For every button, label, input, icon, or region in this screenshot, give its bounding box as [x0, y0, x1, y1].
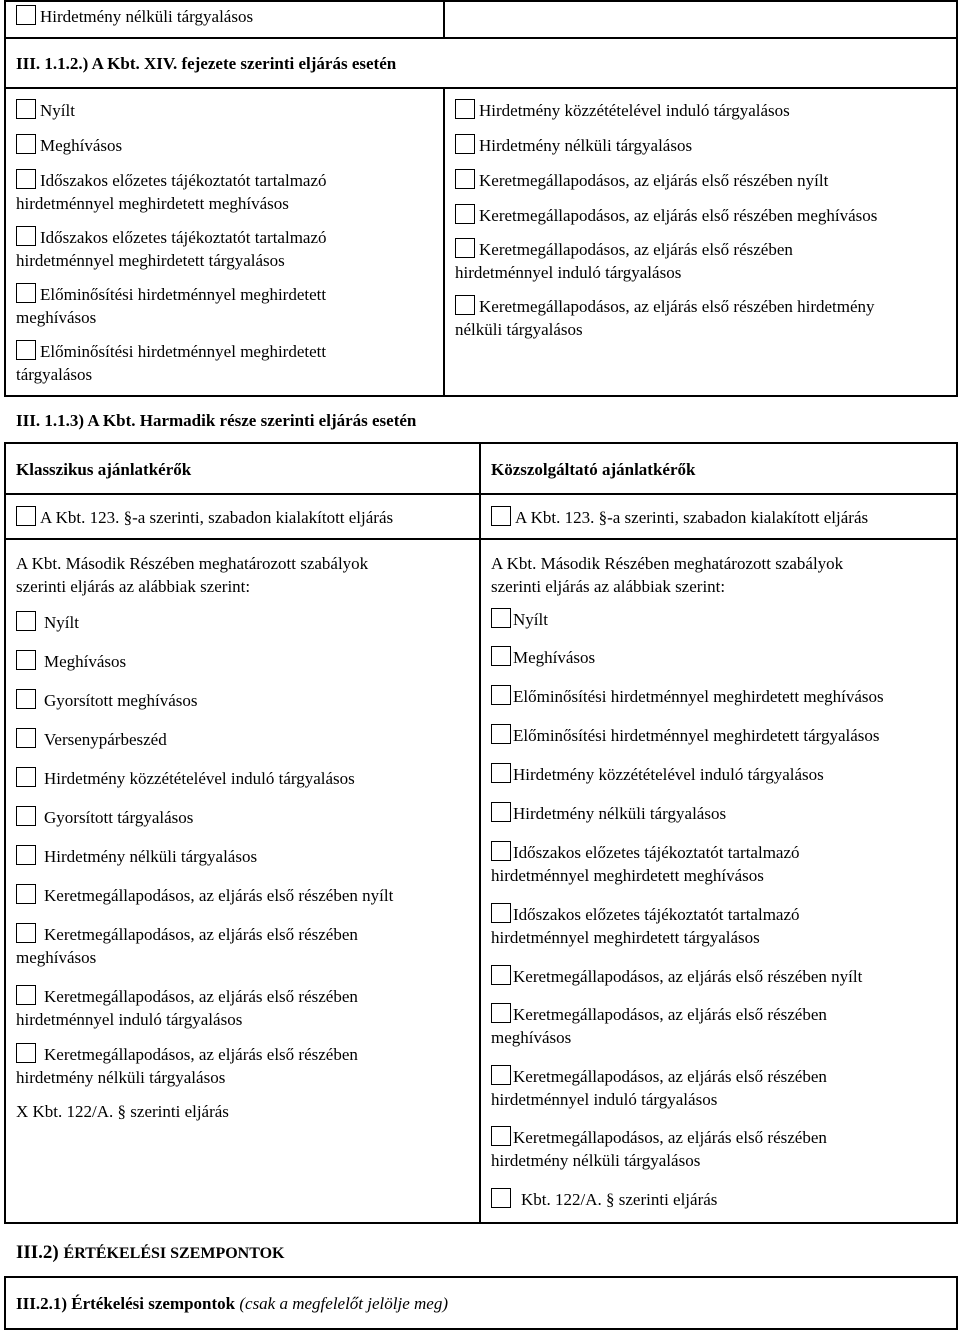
- sec1113-right-option-label: Keretmegállapodásos, az eljárás első részében: [513, 1128, 827, 1147]
- top-row-item[interactable]: [16, 5, 253, 28]
- sec1112-right-option-line2: nélküli tárgyalásos: [455, 320, 583, 339]
- divider-1113-col: [479, 443, 481, 1223]
- sec1113-left-option-line1: [16, 884, 393, 907]
- sec1113-left-option-label: Keretmegállapodásos, az eljárás első részében: [44, 925, 358, 944]
- sec1113-right-option-label: Előminősítési hirdetménnyel meghirdetett meghívásos: [513, 687, 884, 706]
- section-321-bold: III.2.1) Értékelési szempontok: [16, 1294, 236, 1313]
- sec1113-left-option-line1: [16, 728, 167, 751]
- sec1113-right-option-label: Keretmegállapodásos, az eljárás első részében: [513, 1005, 827, 1024]
- left-intro-line2: szerinti eljárás az alábbiak szerint:: [16, 577, 251, 596]
- sec1112-left-option-line2: hirdetménnyel meghirdetett meghívásos: [16, 194, 289, 213]
- sec1112-left-option-1[interactable]: [16, 134, 122, 157]
- checkbox-icon[interactable]: [455, 134, 475, 154]
- checkbox-icon[interactable]: [16, 806, 36, 826]
- sec1112-right-option-line1: [455, 99, 790, 122]
- sec1113-right-option-10[interactable]: [491, 1065, 827, 1111]
- sec1113-right-option-line1: [491, 646, 595, 669]
- sec1113-right-option-label: Nyílt: [513, 610, 548, 629]
- sec1113-left-option-label: Keretmegállapodásos, az eljárás első részében: [44, 1045, 358, 1064]
- sec1112-right-option-1[interactable]: [455, 134, 692, 157]
- section-32-title: [16, 1241, 285, 1265]
- checkbox-icon[interactable]: [16, 611, 36, 631]
- right-intro: [491, 552, 843, 598]
- section-32-text: ÉRTÉKELÉSI SZEMPONTOK: [63, 1245, 285, 1262]
- sec1113-right-option-line2: hirdetménnyel induló tárgyalásos: [491, 1090, 718, 1109]
- checkbox-icon[interactable]: [16, 650, 36, 670]
- sec1113-right-option-line1: [491, 608, 548, 631]
- sec1112-left-option-0[interactable]: [16, 99, 75, 122]
- sec1113-left-option-line1: [16, 923, 358, 946]
- sec1112-right-option-label: Keretmegállapodásos, az eljárás első részében meghívásos: [479, 206, 878, 225]
- left-intro-line1: A Kbt. Második Részében meghatározott szabályok: [16, 554, 369, 573]
- sec1113-right-option-label: Hirdetmény közzétételével induló tárgyalásos: [513, 765, 824, 784]
- sec1112-right-option-line1: [455, 134, 692, 157]
- sec1112-left-option-label: Meghívásos: [40, 136, 123, 155]
- checkbox-icon[interactable]: [16, 767, 36, 787]
- sec1112-right-option-label: Keretmegállapodásos, az eljárás első részében hirdetmény: [479, 297, 875, 316]
- sec1113-right-option-label: Keretmegállapodásos, az eljárás első részében nyílt: [513, 967, 863, 986]
- sec1113-right-option-7[interactable]: [491, 903, 800, 949]
- sec1113-right-option-label: Előminősítési hirdetménnyel meghirdetett tárgyalásos: [513, 726, 880, 745]
- divider-1113-head: [4, 493, 958, 495]
- sec1113-left-option-line1: [16, 689, 197, 712]
- sec1112-right-option-label: Keretmegállapodásos, az eljárás első részében nyílt: [479, 171, 829, 190]
- sec1113-right-option-line1: [491, 1003, 827, 1026]
- sec1113-left-option-line2: meghívásos: [16, 948, 97, 967]
- divider-top-col: [443, 0, 445, 38]
- left-free-procedure[interactable]: [16, 506, 393, 529]
- sec1113-left-option-7[interactable]: [16, 884, 393, 907]
- checkbox-icon[interactable]: [455, 295, 475, 315]
- sec1113-right-option-line2: hirdetmény nélküli tárgyalásos: [491, 1151, 701, 1170]
- sec1113-right-option-line2: meghívásos: [491, 1028, 572, 1047]
- sec1113-left-option-0[interactable]: [16, 611, 79, 634]
- sec1113-left-option-line2: hirdetménnyel induló tárgyalásos: [16, 1010, 243, 1029]
- section-32-number: III.2): [16, 1242, 59, 1263]
- divider-1112-col: [443, 88, 445, 396]
- sec1112-left-option-line1: [16, 340, 326, 363]
- sec1113-left-option-label: Keretmegállapodásos, az eljárás első részében: [44, 987, 358, 1006]
- checkbox-icon[interactable]: [16, 340, 36, 360]
- sec1113-left-option-label: Gyorsított meghívásos: [44, 691, 198, 710]
- checkbox-icon[interactable]: [491, 841, 511, 861]
- sec1113-right-option-8[interactable]: [491, 965, 862, 988]
- section-1113-heading: III. 1.1.3) A Kbt. Harmadik része szerinti eljárás esetén: [16, 411, 417, 430]
- utility-contracting-heading: Közszolgáltató ajánlatkérők: [491, 460, 696, 479]
- sec1113-left-option-2[interactable]: [16, 689, 197, 712]
- sec1112-left-option-line1: [16, 283, 326, 306]
- sec1112-left-option-line1: [16, 226, 327, 249]
- sec1113-right-option-line1: [491, 802, 726, 825]
- checkbox-icon[interactable]: [491, 763, 511, 783]
- sec1113-left-option-line2: hirdetmény nélküli tárgyalásos: [16, 1068, 226, 1087]
- sec1113-left-option-line1: [16, 611, 79, 634]
- sec1112-left-option-label: Előminősítési hirdetménnyel meghirdetett: [40, 285, 327, 304]
- sec1112-left-option-4[interactable]: [16, 283, 326, 329]
- sec1112-right-option-label: Keretmegállapodásos, az eljárás első részében: [479, 240, 793, 259]
- checkbox-icon[interactable]: [455, 204, 475, 224]
- checkbox-icon[interactable]: [16, 923, 36, 943]
- section-321-heading: [16, 1292, 448, 1315]
- sec1113-right-option-5[interactable]: [491, 802, 726, 825]
- checkbox-icon[interactable]: [491, 685, 511, 705]
- sec1113-right-option-1[interactable]: [491, 646, 595, 669]
- checkbox-icon[interactable]: [16, 226, 36, 246]
- classic-contracting-heading: Klasszikus ajánlatkérők: [16, 460, 192, 479]
- sec1113-left-option-label: Nyílt: [44, 613, 79, 632]
- right-free-procedure[interactable]: [491, 506, 868, 529]
- checkbox-icon[interactable]: [16, 1043, 36, 1063]
- checkbox-icon[interactable]: [491, 965, 511, 985]
- sec1113-right-option-line1: [491, 724, 880, 747]
- sec1112-left-option-line2: tárgyalásos: [16, 365, 93, 384]
- checkbox-icon[interactable]: [16, 169, 36, 189]
- sec1112-right-option-label: Hirdetmény nélküli tárgyalásos: [479, 136, 693, 155]
- right-intro-line2: szerinti eljárás az alábbiak szerint:: [491, 577, 726, 596]
- sec1112-right-option-3[interactable]: [455, 204, 877, 227]
- sec1113-right-option-label: Időszakos előzetes tájékoztatót tartalmazó: [513, 905, 800, 924]
- sec1113-right-option-line1: [491, 763, 824, 786]
- checkbox-icon[interactable]: [491, 1188, 511, 1208]
- checkbox-icon[interactable]: [16, 728, 36, 748]
- sec1113-right-option-4[interactable]: [491, 763, 824, 786]
- sec1113-right-option-line2: hirdetménnyel meghirdetett meghívásos: [491, 866, 764, 885]
- checkbox-icon[interactable]: [491, 1126, 511, 1146]
- sec1112-right-option-line1: [455, 238, 793, 261]
- sec1112-left-option-label: Nyílt: [40, 101, 75, 120]
- sec1113-left-option-1[interactable]: [16, 650, 126, 673]
- sec1113-left-option-5[interactable]: [16, 806, 193, 829]
- sec1112-right-option-line1: [455, 169, 828, 192]
- checkbox-icon[interactable]: [455, 238, 475, 258]
- checkbox-icon[interactable]: [16, 689, 36, 709]
- checkbox-icon[interactable]: [491, 1003, 511, 1023]
- sec1112-left-option-5[interactable]: [16, 340, 326, 386]
- sec1112-left-option-label: Időszakos előzetes tájékoztatót tartalmazó: [40, 171, 327, 190]
- sec1113-right-option-11[interactable]: [491, 1126, 827, 1172]
- sec1112-right-option-label: Hirdetmény közzétételével induló tárgyalásos: [479, 101, 790, 120]
- sec1112-left-option-2[interactable]: [16, 169, 327, 215]
- checkbox-icon[interactable]: [16, 99, 36, 119]
- checkbox-icon[interactable]: [16, 134, 36, 154]
- right-free-procedure-label: A Kbt. 123. §-a szerinti, szabadon kialakított eljárás: [515, 508, 869, 527]
- checkbox-icon[interactable]: [491, 802, 511, 822]
- checkbox-icon[interactable]: [491, 903, 511, 923]
- checkbox-icon[interactable]: [491, 1065, 511, 1085]
- sec1112-left-option-line2: hirdetménnyel meghirdetett tárgyalásos: [16, 251, 285, 270]
- section-321-italic: (csak a megfelelőt jelölje meg): [239, 1294, 448, 1313]
- checkbox-icon[interactable]: [16, 985, 36, 1005]
- sec1113-left-option-label: Hirdetmény nélküli tárgyalásos: [44, 847, 258, 866]
- sec1113-left-option-line1: [16, 806, 193, 829]
- top-row-label: Hirdetmény nélküli tárgyalásos: [40, 7, 254, 26]
- sec1113-left-option-line1: [16, 767, 355, 790]
- sec1113-right-option-label: Hirdetmény nélküli tárgyalásos: [513, 804, 727, 823]
- sec1113-right-option-line1: [491, 1126, 827, 1149]
- sec1113-left-option-8[interactable]: [16, 923, 358, 969]
- sec1113-left-option-label: Versenypárbeszéd: [44, 730, 167, 749]
- sec1113-right-option-line1: [491, 841, 800, 864]
- sec1113-left-option-line1: [16, 985, 358, 1008]
- sec1112-left-option-label: Előminősítési hirdetménnyel meghirdetett: [40, 342, 327, 361]
- sec1112-left-option-line1: [16, 134, 122, 157]
- sec1113-left-option-9[interactable]: [16, 985, 358, 1031]
- right-final-option[interactable]: [491, 1188, 717, 1211]
- checkbox-icon[interactable]: [491, 724, 511, 744]
- sec1112-left-option-label: Időszakos előzetes tájékoztatót tartalmazó: [40, 228, 327, 247]
- sec1113-right-option-3[interactable]: [491, 724, 880, 747]
- left-free-procedure-label: A Kbt. 123. §-a szerinti, szabadon kialakított eljárás: [40, 508, 394, 527]
- sec1113-left-option-3[interactable]: [16, 728, 167, 751]
- sec1113-left-option-4[interactable]: [16, 767, 355, 790]
- sec1113-left-option-label: Gyorsított tárgyalásos: [44, 808, 194, 827]
- sec1113-left-option-label: Keretmegállapodásos, az eljárás első részében nyílt: [44, 886, 394, 905]
- sec1113-right-option-line1: [491, 685, 884, 708]
- divider-1113-free: [4, 538, 958, 540]
- sec1112-right-option-line1: [455, 295, 875, 318]
- sec1112-right-option-4[interactable]: [455, 238, 793, 284]
- sec1113-right-option-line1: [491, 965, 862, 988]
- sec1113-right-option-9[interactable]: [491, 1003, 827, 1049]
- sec1112-right-option-0[interactable]: [455, 99, 790, 122]
- sec1112-right-option-5[interactable]: [455, 295, 875, 341]
- left-final-option: X Kbt. 122/A. § szerinti eljárás: [16, 1102, 229, 1121]
- sec1112-right-option-line1: [455, 204, 877, 227]
- sec1113-right-option-6[interactable]: [491, 841, 800, 887]
- checkbox-icon[interactable]: [16, 506, 36, 526]
- checkbox-icon[interactable]: [16, 5, 36, 25]
- sec1113-left-option-6[interactable]: [16, 845, 257, 868]
- checkbox-icon[interactable]: [455, 99, 475, 119]
- sec1113-right-option-label: Meghívásos: [513, 648, 596, 667]
- sec1112-left-option-line1: [16, 99, 75, 122]
- sec1112-right-option-line2: hirdetménnyel induló tárgyalásos: [455, 263, 682, 282]
- sec1113-left-option-label: Meghívásos: [44, 652, 127, 671]
- sec1113-left-option-line1: [16, 650, 126, 673]
- sec1113-left-option-line1: [16, 845, 257, 868]
- checkbox-icon[interactable]: [491, 646, 511, 666]
- section-1112-heading: III. 1.1.2.) A Kbt. XIV. fejezete szerinti eljárás esetén: [16, 54, 397, 73]
- checkbox-icon[interactable]: [16, 845, 36, 865]
- sec1113-right-option-line1: [491, 903, 800, 926]
- sec1113-left-option-label: Hirdetmény közzétételével induló tárgyalásos: [44, 769, 355, 788]
- sec1113-left-option-line1: [16, 1043, 358, 1066]
- sec1113-right-option-line1: [491, 1065, 827, 1088]
- checkbox-icon[interactable]: [491, 608, 511, 628]
- sec1112-left-option-line2: meghívásos: [16, 308, 97, 327]
- sec1112-left-option-line1: [16, 169, 327, 192]
- checkbox-icon[interactable]: [16, 283, 36, 303]
- divider-top-row: [4, 37, 958, 39]
- sec1113-right-option-line2: hirdetménnyel meghirdetett tárgyalásos: [491, 928, 760, 947]
- sec1113-right-option-2[interactable]: [491, 685, 884, 708]
- sec1113-right-option-0[interactable]: [491, 608, 548, 631]
- sec1113-right-option-label: Keretmegállapodásos, az eljárás első részében: [513, 1067, 827, 1086]
- sec1112-right-option-2[interactable]: [455, 169, 828, 192]
- checkbox-icon[interactable]: [491, 506, 511, 526]
- checkbox-icon[interactable]: [16, 884, 36, 904]
- sec1113-left-option-10[interactable]: [16, 1043, 358, 1089]
- left-intro: [16, 552, 368, 598]
- right-intro-line1: A Kbt. Második Részében meghatározott szabályok: [491, 554, 844, 573]
- right-final-label: Kbt. 122/A. § szerinti eljárás: [521, 1190, 718, 1209]
- checkbox-icon[interactable]: [455, 169, 475, 189]
- divider-1112-heading: [4, 87, 958, 89]
- sec1112-left-option-3[interactable]: [16, 226, 327, 272]
- sec1113-right-option-label: Időszakos előzetes tájékoztatót tartalmazó: [513, 843, 800, 862]
